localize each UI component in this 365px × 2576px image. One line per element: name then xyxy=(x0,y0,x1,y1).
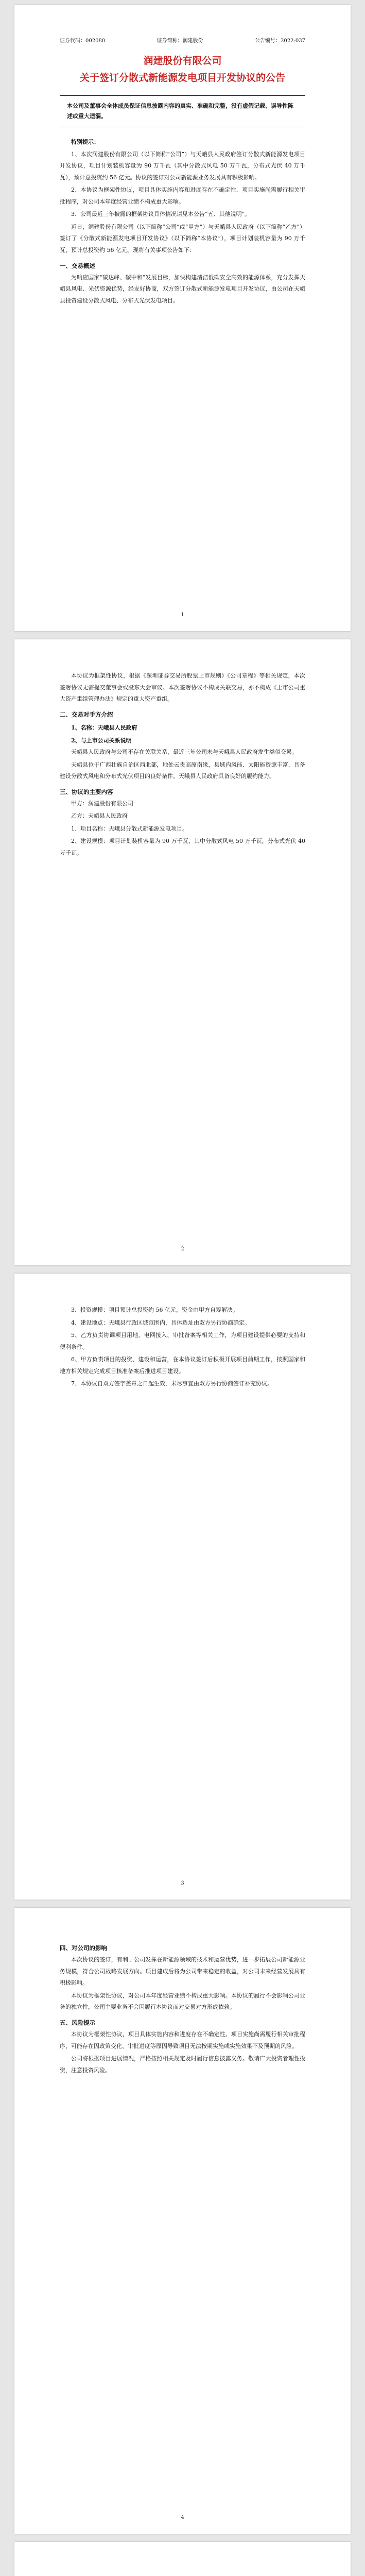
section-4-paragraph: 本次协议的签订，有利于公司发挥在新能源领域的技术和运营优势，进一步拓展公司新能源业务规模，符合公司战略发展方向。项目建成后将为公司带来稳定的收益，对公司未来经营发展具有积极影响。 xyxy=(60,1956,305,1987)
document-page-5 xyxy=(14,2542,351,2576)
security-code-line xyxy=(60,36,305,44)
document-page-4 xyxy=(14,1908,351,2534)
document-title: 关于签订分散式新能源发电项目开发协议的公告 xyxy=(79,72,285,83)
section-3-paragraph: 6、甲方负责项目的投资、建设和运营，在本协议签订后积极开展项目前期工作，按照国家和地方相关规定完成项目核准备案后推进项目建设。 xyxy=(60,1356,305,1375)
document-page-3 xyxy=(14,1274,351,1900)
section-3-paragraph: 2、建设规模：项目计划装机容量为 90 万千瓦，其中分散式风电 50 万千瓦，分布式光伏 40 万千瓦。 xyxy=(60,838,305,856)
section-2-sub-2: 2、与上市公司关系说明 xyxy=(71,737,132,744)
section-3-paragraph: 3、投资规模：项目预计总投资约 56 亿元，资金由甲方自筹解决。 xyxy=(71,1307,238,1313)
section-3-title: 三、协议的主要内容 xyxy=(60,788,113,795)
section-2-sub-1: 1、名称：天峨县人民政府 xyxy=(71,724,137,731)
intro-paragraph: 近日，润建股份有限公司（以下简称“公司”或“甲方”）与天峨县人民政府（以下简称“乙方”）签订了《分散式新能源发电项目开发协议》（以下简称“本协议”），项目计划装机容量为 90 万千瓦，预计总投资约 56 亿元。现将有关事项公告如下： xyxy=(60,223,305,253)
section-3-paragraph: 1、项目名称：天峨县分散式新能源发电项目。 xyxy=(71,825,188,832)
document-header xyxy=(60,36,305,84)
company-name: 润建股份有限公司 xyxy=(143,55,222,66)
tips-title: 特别提示： xyxy=(71,138,99,145)
section-3-paragraph: 7、本协议自双方签字盖章之日起生效，未尽事宜由双方另行协商签订补充协议。 xyxy=(71,1380,273,1387)
section-4-paragraph: 本协议为框架性协议，对公司本年度经营业绩不构成重大影响。本协议的履行不会影响公司业务的独立性，公司主要业务不会因履行本协议而对交易对方形成依赖。 xyxy=(60,1992,305,2011)
section-1-title: 一、交易概述 xyxy=(60,262,95,269)
stock-code: 证券代码：002080 xyxy=(60,38,106,44)
section-5-title: 五、风险提示 xyxy=(60,2019,95,2026)
section-3-paragraph: 乙方：天峨县人民政府 xyxy=(71,812,128,820)
tip-item: 3、公司最近三年披露的框架协议具体情况请见本公告“五、其他说明”。 xyxy=(71,211,251,218)
section-4-title: 四、对公司的影响 xyxy=(60,1944,107,1952)
page-number: 4 xyxy=(181,2515,184,2520)
document-page-2 xyxy=(14,639,351,1265)
announce-no: 公告编号：2022-037 xyxy=(255,38,305,44)
section-2-title: 二、交易对手方介绍 xyxy=(60,710,113,718)
page-number: 3 xyxy=(181,1880,184,1886)
stock-abbr: 证券简称：润建股份 xyxy=(157,38,203,44)
board-notice: 本公司及董事会全体成员保证信息披露内容的真实、准确和完整，没有虚假记载、误导性陈述或重大遗漏。 xyxy=(60,95,305,127)
section-3-paragraph: 甲方：润建股份有限公司 xyxy=(71,800,133,807)
section-3-paragraph: 4、建设地点：天峨县行政区域范围内，具体选址由双方另行协商确定。 xyxy=(71,1319,250,1326)
section-3-paragraph: 5、乙方负责协调项目用地、电网接入、审批备案等相关工作，为项目建设提供必要的支持和便利条件。 xyxy=(60,1332,305,1350)
section-1-paragraph: 为响应国家“碳达峰、碳中和”发展目标，加快构建清洁低碳安全高效的能源体系，充分发挥天峨县风电、光伏资源优势，经友好协商，双方签订分散式新能源发电项目开发协议，由公司在天峨县投资建设分散式风电、分布式光伏发电项目。 xyxy=(60,274,305,304)
section-2-paragraph: 天峨县位于广西壮族自治区西北部，地处云贵高原南缘，县域内风能、太阳能资源丰富，具备建设分散式风电和分布式光伏项目的良好条件。天峨县人民政府具备良好的履约能力。 xyxy=(60,761,305,780)
tip-item: 2、本协议为框架性协议，项目具体实施内容和进度存在不确定性，项目实施尚需履行相关审批程序，对公司本年度经营业绩不构成重大影响。 xyxy=(60,187,305,205)
tip-item: 1、本次润建股份有限公司（以下简称“公司”）与天峨县人民政府签订分散式新能源发电项目开发协议，项目计划装机容量为 90 万千瓦（其中分散式风电 50 万千瓦，分布式光伏 40 万千瓦），预计总投资约 56 亿元。协议的签订对公司新能源业务发展具有积极影响。 xyxy=(60,150,305,181)
section-2-paragraph: 天峨县人民政府与公司不存在关联关系，最近三年公司未与天峨县人民政府发生类似交易。 xyxy=(71,748,298,755)
document-page-1 xyxy=(14,5,351,631)
section-5-paragraph: 公司将根据项目进展情况，严格按照相关规定及时履行信息披露义务。敬请广大投资者理性投资，注意投资风险。 xyxy=(60,2055,305,2074)
page-number: 1 xyxy=(181,612,184,618)
section-5-paragraph: 本协议为框架性协议，项目具体实施内容和进度存在不确定性。项目实施尚需履行相关审批程序，可能存在因政策变化、审批进度等原因导致项目无法按期实施或实施效果不及预期的风险。 xyxy=(60,2031,305,2049)
page-number: 2 xyxy=(181,1246,184,1252)
section-1-paragraph: 本协议为框架性协议，根据《深圳证券交易所股票上市规则》《公司章程》等相关规定，本次签署协议无需提交董事会或股东大会审议。本次签署协议不构成关联交易，亦不构成《上市公司重大资产重组管理办法》规定的重大资产重组。 xyxy=(60,672,305,703)
